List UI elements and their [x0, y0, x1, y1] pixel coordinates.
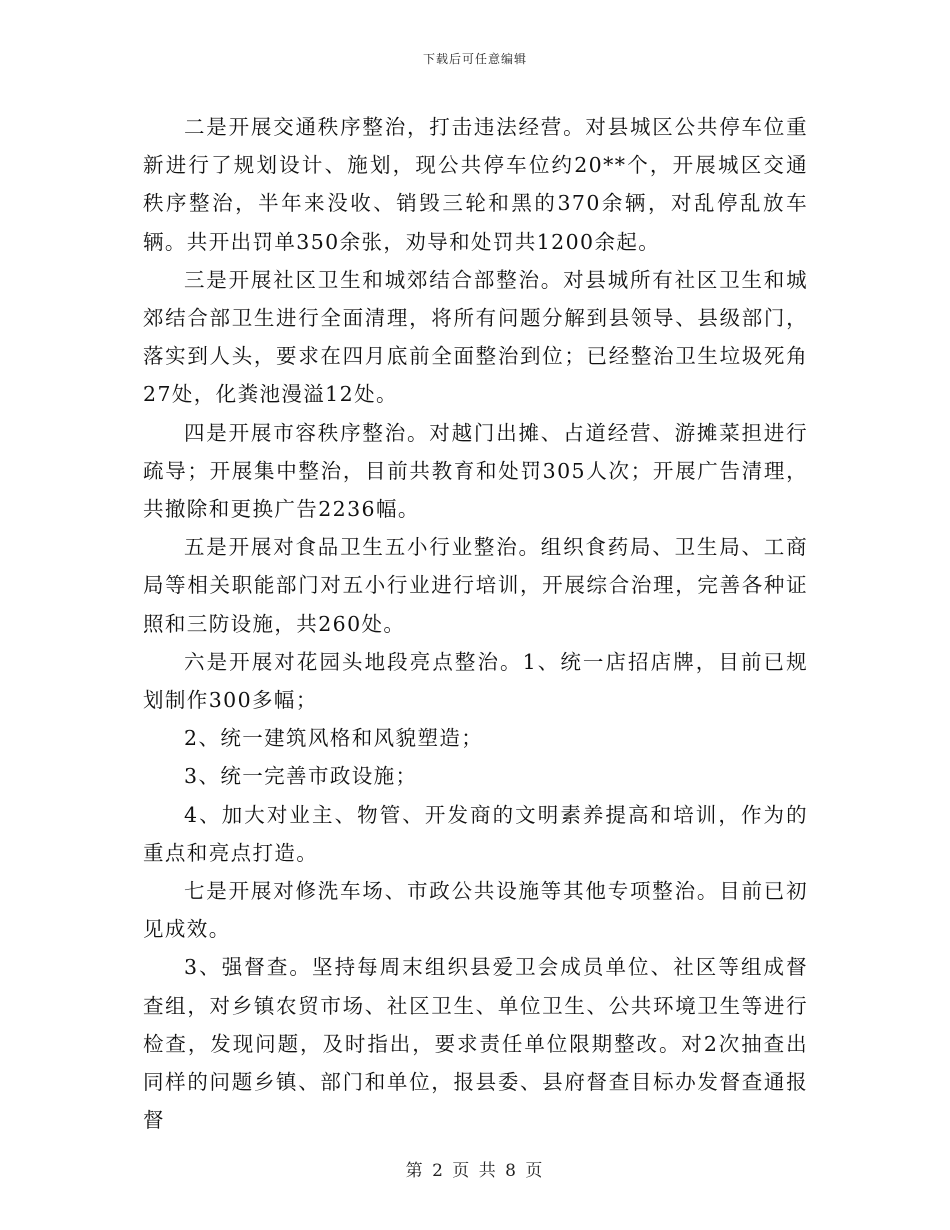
paragraph-item-3: 3、统一完善市政设施； — [184, 764, 418, 789]
paragraph-city-appearance: 四是开展市容秩序整治。对越门出摊、占道经营、游摊菜担进行疏导；开展集中整治，目前共教育和处罚305人次；开展广告清理，共撤除和更换广告2236幅。 — [143, 420, 808, 522]
paragraph-food-hygiene: 五是开展对食品卫生五小行业整治。组织食药局、卫生局、工商局等相关职能部门对五小行业进行培训，开展综合治理，完善各种证照和三防设施，共260处。 — [143, 535, 808, 636]
document-body — [143, 108, 808, 1139]
page-footer: 第 2 页 共 8 页 — [405, 1161, 545, 1181]
paragraph-traffic-order: 二是开展交通秩序整治，打击违法经营。对县城区公共停车位重新进行了规划设计、施划，现公共停车位约20**个，开展城区交通秩序整治，半年来没收、销毁三轮和黑的370余辆，对乱停乱放车辆。共开出罚单350余张，劝导和处罚共1200余起。 — [143, 115, 808, 254]
paragraph-item-4: 4、加大对业主、物管、开发商的文明素养提高和培训，作为的重点和亮点打造。 — [143, 802, 808, 865]
paragraph-item-2: 2、统一建筑风格和风貌塑造； — [184, 726, 484, 751]
paragraph-community-sanitation: 三是开展社区卫生和城郊结合部整治。对县城所有社区卫生和城郊结合部卫生进行全面清理，将所有问题分解到县领导、县级部门，落实到人头，要求在四月底前全面整治到位；已经整治卫生垃圾死角27处，化粪池漫溢12处。 — [143, 267, 808, 407]
paragraph-supervision: 3、强督查。坚持每周末组织县爱卫会成员单位、社区等组成督查组，对乡镇农贸市场、社区卫生、单位卫生、公共环境卫生等进行检查，发现问题，及时指出，要求责任单位限期整改。对2次抽查出同样的问题乡镇、部门和单位，报县委、县府督查目标办发督查通报督 — [143, 955, 808, 1133]
paragraph-garden-highlight: 六是开展对花园头地段亮点整治。1、统一店招店牌，目前已规划制作300多幅； — [143, 649, 808, 713]
page-header: 下载后可任意编辑 — [422, 52, 527, 66]
paragraph-special-rectification: 七是开展对修洗车场、市政公共设施等其他专项整治。目前已初见成效。 — [143, 879, 808, 942]
